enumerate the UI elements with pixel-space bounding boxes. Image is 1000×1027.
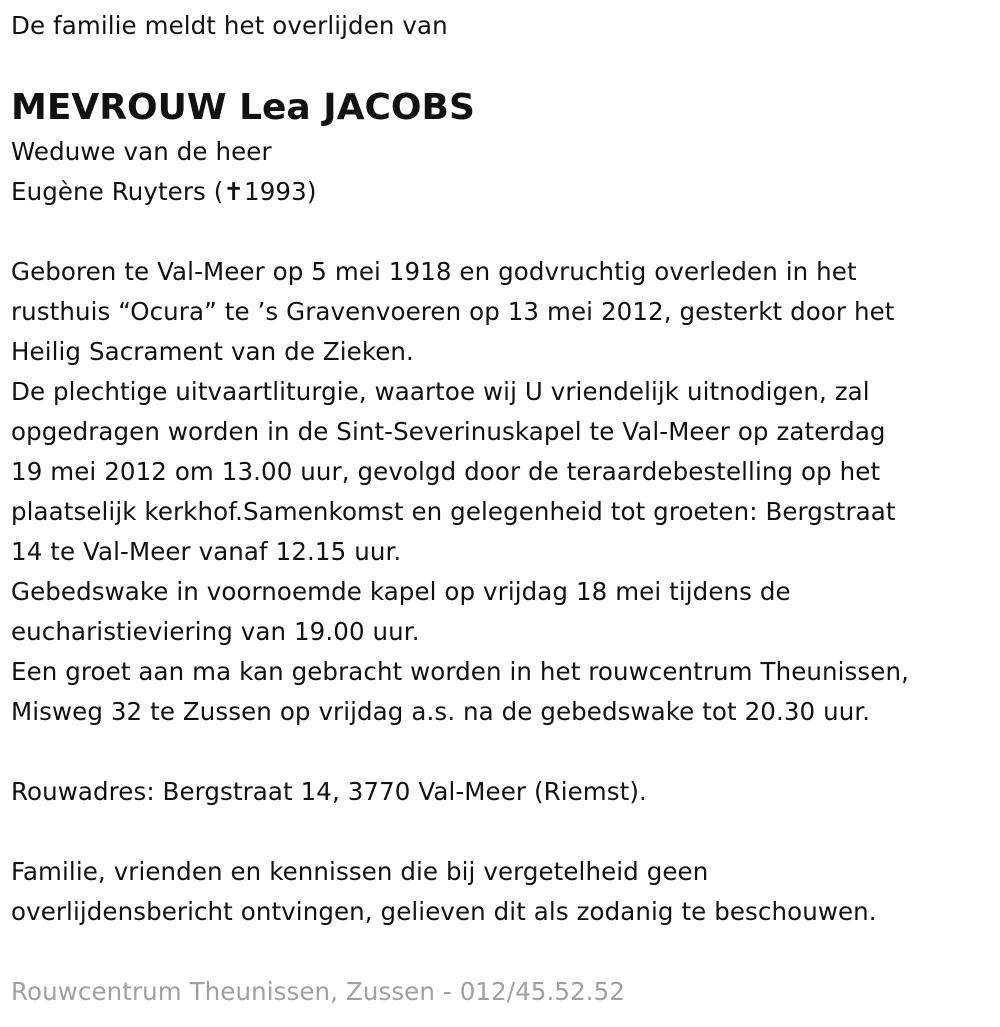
body-line: 14 te Val-Meer vanaf 12.15 uur. — [11, 537, 402, 566]
spacer — [11, 932, 996, 972]
deceased-name: MEVROUW Lea JACOBS — [11, 87, 475, 128]
closing-line: Familie, vrienden en kennissen die bij vergetelheid geen — [11, 857, 709, 886]
body-line: Gebedswake in voornoemde kapel op vrijdag 18 mei tijdens de — [11, 577, 791, 606]
body-line: rusthuis “Ocura” te ’s Gravenvoeren op 13 mei 2012, gesterkt door het — [11, 297, 895, 326]
intro-text: De familie meldt het overlijden van — [11, 11, 448, 40]
widow-line: Eugène Ruyters (✝1993) — [11, 177, 317, 206]
spacer — [11, 212, 996, 252]
spacer — [11, 732, 996, 772]
body-line: 19 mei 2012 om 13.00 uur, gevolgd door de teraardebestelling op het — [11, 457, 881, 486]
notice-body — [11, 252, 996, 732]
funeral-home-footer: Rouwcentrum Theunissen, Zussen - 012/45.52.52 — [11, 977, 626, 1006]
body-line: Misweg 32 te Zussen op vrijdag a.s. na de gebedswake tot 20.30 uur. — [11, 697, 871, 726]
body-line: Geboren te Val-Meer op 5 mei 1918 en godvruchtig overleden in het — [11, 257, 857, 286]
mourning-address: Rouwadres: Bergstraat 14, 3770 Val-Meer (Riemst). — [11, 777, 647, 806]
body-line: Een groet aan ma kan gebracht worden in het rouwcentrum Theunissen, — [11, 657, 909, 686]
body-line: De plechtige uitvaartliturgie, waartoe wij U vriendelijk uitnodigen, zal — [11, 377, 870, 406]
body-line: opgedragen worden in de Sint-Severinuskapel te Val-Meer op zaterdag — [11, 417, 886, 446]
spacer — [11, 812, 996, 852]
body-line: Heilig Sacrament van de Zieken. — [11, 337, 414, 366]
body-line: eucharistieviering van 19.00 uur. — [11, 617, 420, 646]
obituary-notice — [11, 0, 996, 1012]
closing-line: overlijdensbericht ontvingen, gelieven dit als zodanig te beschouwen. — [11, 897, 877, 926]
widow-line: Weduwe van de heer — [11, 137, 272, 166]
body-line: plaatselijk kerkhof.Samenkomst en gelegenheid tot groeten: Bergstraat — [11, 497, 896, 526]
